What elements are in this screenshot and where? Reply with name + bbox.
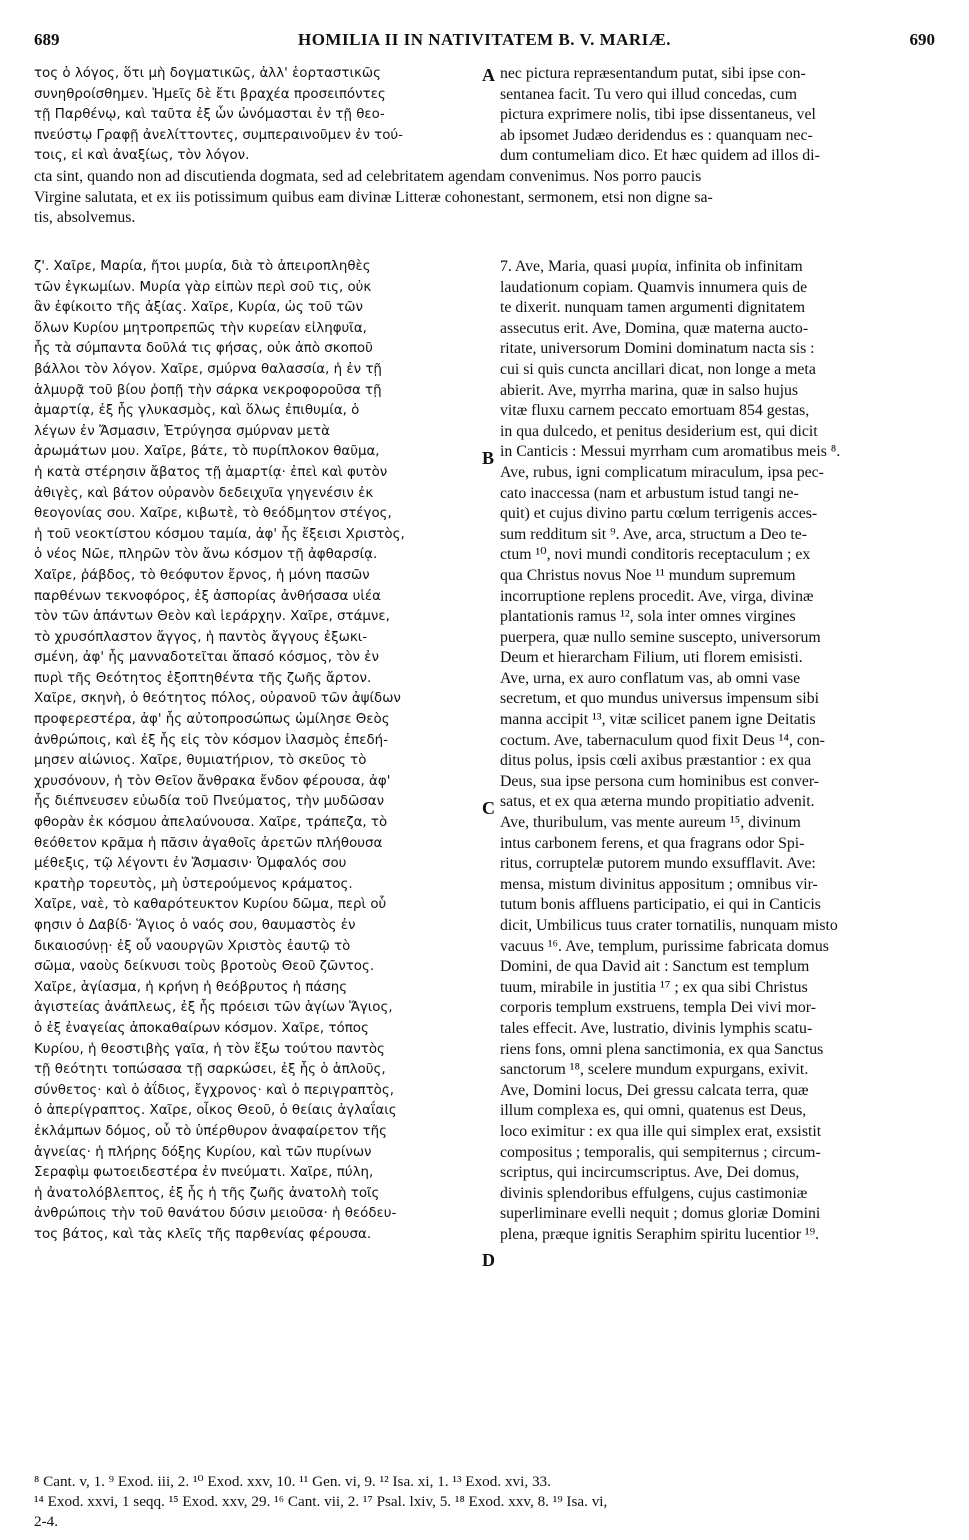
greek-line: ἧς διέπνευσεν εὐωδία τοῦ Πνεύματος, τὴν μυδῶσαν xyxy=(34,794,385,810)
latin-line: quit) et cujus divino partu cœlum terrigenis acces- xyxy=(500,505,818,523)
latin-line: ritate, universorum Domini dominatum nacta sis : xyxy=(500,340,815,358)
greek-line: παρθένων τεκνοφόρος, ἐξ ἀσπορίας ἀνθήσασα υἱέα xyxy=(34,588,381,604)
latin-line: sentanea facit. Tu vero qui illud concedas, cum xyxy=(500,85,797,103)
latin-line: mensa, mistum divinitus appositum ; omnibus vir- xyxy=(500,875,818,893)
latin-line: divinis splendoribus effulgens, cujus castimoniæ xyxy=(500,1184,808,1202)
text-line: Virgine salutata, et ex iis potissimum quibus eam divinæ Litteræ cohonestant, sermonem, etsi non digne sa- xyxy=(34,188,713,206)
latin-line: dicit, Umbilicus tuus crater tornatilis, nunquam misto xyxy=(500,917,838,934)
latin-line: ritus, corruptelæ putorem mundo exsufflavit. Ave: xyxy=(500,855,816,873)
greek-line: φθορὰν ἐκ κόσμου ἀπελαύνουσα. Χαῖρε, τράπεζα, τὸ xyxy=(34,815,388,831)
greek-line: ἀνθρώποις, καὶ ἐξ ἧς εἰς τὸν κόσμον ἱλασμὸς ἐπεδή- xyxy=(34,732,388,748)
latin-line: plena, præque ignitis Seraphim spiritu lucentior ¹⁹. xyxy=(500,1225,820,1243)
greek-column-main xyxy=(34,257,482,1246)
latin-line: riens fons, omni plena sanctimonia, ex qua Sanctus xyxy=(500,1040,824,1058)
greek-line: δικαιοσύνῃ· ἐξ οὗ ναουργῶν Χριστὸς ἑαυτῷ τὸ xyxy=(34,938,351,954)
running-title: HOMILIA II IN NATIVITATEM B. V. MARIÆ. xyxy=(297,30,672,49)
greek-line: ὁ ἐξ ἐναγείας ἀποκαθαίρων κόσμον. Χαῖρε, τόπος xyxy=(34,1020,369,1036)
greek-line: ἡ τοῦ νεοκτίστου κόσμου ταμία, ἀφ' ἧς ἔξεισι Χριστὸς, xyxy=(34,526,405,542)
latin-line: in qua dulcedo, et penitus desiderium est, qui dicit xyxy=(500,422,818,440)
latin-line: Ave, thuribulum, vas mente aureum ¹⁵, divinum xyxy=(500,814,801,832)
greek-line: φησιν ὁ Δαβίδ· Ἅγιος ὁ ναός σου, θαυμαστὸς ἐν xyxy=(34,918,356,933)
greek-line: τῶν ἐγκωμίων. Μυρία γὰρ εἰπὼν περὶ σοῦ τις, οὐκ xyxy=(34,279,372,295)
greek-line: Χαῖρε, ἁγίασμα, ἡ κρήνη ἡ θεόβρυτος ἡ πάσης xyxy=(34,979,348,995)
greek-line: ἂν ἐφίκοιτο τῆς ἀξίας. Χαῖρε, Κυρία, ὡς τοῦ τῶν xyxy=(34,300,364,316)
greek-line: τὸ χρυσόπλαστον ἄγγος, ἡ παντὸς ἄγγους ἐξωκι- xyxy=(34,629,368,645)
latin-line: illum complexa es, qui omni, quatenus est Deus, xyxy=(500,1102,807,1120)
text-line: tis, absolvemus. xyxy=(34,209,136,227)
latin-line: tales effecit. Ave, lustratio, divinis lymphis scatu- xyxy=(500,1019,813,1037)
greek-line: ἁγνείας· ἡ πλήρης δόξης Κυρίου, καὶ τῶν πυρίνων xyxy=(34,1144,372,1160)
latin-line: plantationis ramus ¹², sola inter omnes virgines xyxy=(500,608,796,626)
greek-line: συνηθροίσθημεν. Ἡμεῖς δὲ ἔτι βραχέα προσειπόντες xyxy=(34,86,386,102)
full-width-paragraph xyxy=(34,167,936,229)
greek-line: ἁλμυρᾷ τοῦ βίου ῥοπῇ τὴν σάρκα νεκροφοροῦσα τῇ xyxy=(34,382,382,398)
greek-line: θεόθετον κρᾶμα ἡ πᾶσιν ἀγαθοῖς ἀρετῶν πλήθουσα xyxy=(34,835,383,851)
latin-line: incorruptione replens procedit. Ave, virga, divinæ xyxy=(500,587,814,605)
latin-line: assecutus erit. Ave, Domina, quæ materna aucto- xyxy=(500,319,809,337)
latin-line: Deum et hierarcham Filium, uti florem emisisti. xyxy=(500,649,803,667)
margin-marker-d: D xyxy=(482,1250,495,1270)
greek-line: τος βάτος, καὶ τὰς κλεῖς τῆς παρθενίας φέρουσα. xyxy=(34,1226,372,1242)
latin-line: cui si quis cuncta ancillari dicat, non longe a meta xyxy=(500,360,816,378)
greek-line: ἡ ἀνατολόβλεπτος, ἐξ ἧς ἡ τῆς ζωῆς ἀνατολὴ τοῖς xyxy=(34,1185,380,1201)
greek-line: σῶμα, ναοὺς δείκνυσι τοὺς βροτοὺς Θεοῦ ζῶντος. xyxy=(34,959,375,975)
footnotes xyxy=(34,1472,936,1532)
greek-line: ἧς τὰ σύμπαντα δοῦλά τις φήσας, οὐκ ἀπὸ σκοποῦ xyxy=(34,341,373,357)
greek-line: τῇ θεότητι τοπώσασα τῇ σαρκώσει, ἐξ ἧς ὁ ἁπλοῦς, xyxy=(34,1062,386,1078)
greek-line: ἀρωμάτων μου. Χαῖρε, βάτε, τὸ πυρίπλοκον θαῦμα, xyxy=(34,444,380,460)
margin-marker-a: A xyxy=(482,65,495,85)
greek-line: θεογονίας σου. Χαῖρε, κιβωτὲ, τὸ θεόδμητον στέγος, xyxy=(34,506,392,522)
latin-line: manna accipit ¹³, vitæ scilicet panem igne Deitatis xyxy=(500,711,816,729)
page-number-right: 690 xyxy=(909,30,935,49)
greek-line: ἀνθρώποις τὴν τοῦ θανάτου δύσιν μειοῦσα· ἡ θεόδευ- xyxy=(34,1206,397,1222)
greek-line: Χαῖρε, ῥάβδος, τὸ θεόφυτον ἔρνος, ἡ μόνη πασῶν xyxy=(34,567,370,583)
latin-line: sanctorum ¹⁸, scelere mundum expurgans, exivit. xyxy=(500,1061,809,1079)
latin-line: in Canticis : Messui myrrham cum aromatibus meis ⁸. xyxy=(500,443,841,461)
greek-line: κρατὴρ τορευτὸς, μὴ ὑστερούμενος κράματος. xyxy=(34,876,353,892)
latin-line: ctum ¹⁰, novi mundi conditoris receptaculum ; ex xyxy=(500,546,811,564)
greek-line: ἀθιγὲς, καὶ βάτον οὐρανὸν δεδειχυῖα γηγενέσιν ἐκ xyxy=(34,485,374,501)
greek-line: τὸν τῶν ἁπάντων Θεὸν καὶ ἱεράρχην. Χαῖρε, στάμνε, xyxy=(34,609,390,625)
greek-line: προφερεστέρα, ἀφ' ἧς αὐτοπροσώπως ὡμίλησε Θεὸς xyxy=(34,712,390,728)
latin-line: tutum bonis affluens participatio, ei qui in Canticis xyxy=(500,896,821,914)
greek-column-top xyxy=(34,64,482,167)
footnote-line: ¹⁴ Exod. xxvi, 1 seqq. ¹⁵ Exod. xxv, 29. ¹⁶ Cant. vii, 2. ¹⁷ Psal. lxiv, 5. ¹⁸ Exod. xxv, 8. ¹⁹ Isa. vi, xyxy=(34,1493,608,1510)
greek-line: πνεύστῳ Γραφῇ ἀνελίττοντες, συμπεραινοῦμεν ἐν τού- xyxy=(34,127,404,143)
latin-line: vacuus ¹⁶. Ave, templum, purissime fabricata domus xyxy=(500,937,829,955)
latin-line: laudationum copiam. Quamvis innumera quis de xyxy=(500,278,808,296)
latin-line: te dixerit. nunquam tamen argumenti dignitatem xyxy=(500,299,806,317)
latin-line: intus carbonem ferens, et qua fragrans odor Spi- xyxy=(500,834,805,852)
latin-line: pictura exprimere nolis, tibi ipse dissentaneus, vel xyxy=(500,106,816,124)
greek-line: μέθεξις, τῷ λέγοντι ἐν Ἄσμασιν· Ὀμφαλός σου xyxy=(34,856,347,872)
latin-line: Ave, urna, ex auro conflatum vas, ab omni vase xyxy=(500,669,801,687)
greek-line: τος ὁ λόγος, ὅτι μὴ δογματικῶς, ἀλλ' ἑορταστικῶς xyxy=(34,66,381,81)
latin-line: qua Christus novus Noe ¹¹ mundum supremum xyxy=(500,566,796,584)
latin-line: puerpera, quæ nullo semine suscepto, universorum xyxy=(500,628,821,646)
latin-line: Domini, de qua David ait : Sanctum est templum xyxy=(500,958,810,976)
latin-line: Deus, sua ipse persona cum hominibus est conver- xyxy=(500,772,820,790)
latin-line: ditus polus, ipsis cœli axibus præstantior : ex qua xyxy=(500,752,812,770)
latin-line: ab ipsomet Judæo deridendus es : quanquam nec- xyxy=(500,126,813,144)
greek-line: ἁγιστείας ἀνάπλεως, ἐξ ἧς πρόεισι τῶν ἁγίων Ἅγιος, xyxy=(34,1000,393,1016)
greek-line: ζ'. Χαῖρε, Μαρία, ἤτοι μυρία, διὰ τὸ ἀπειροπληθὲς xyxy=(34,259,371,274)
greek-line: λέγων ἐν Ἄσμασιν, Ἐτρύγησα σμύρναν μετὰ xyxy=(34,423,330,439)
latin-line: Ave, Domini locus, Dei gressu calcata terra, quæ xyxy=(500,1081,809,1099)
latin-line: nec pictura repræsentandum putat, sibi ipse con- xyxy=(500,65,806,82)
latin-line: superliminare evelli nequit ; domus gloriæ Domini xyxy=(500,1205,821,1223)
greek-line: ἐκλάμπων δόμος, οὗ τὸ ὑπέρθυρον ἀναφαίρετον τῆς xyxy=(34,1123,387,1139)
greek-line: πυρὶ τῆς Θεότητος ἐξοπτηθέντα τῆς ζωῆς ἄρτον. xyxy=(34,670,372,686)
footnote-line: ⁸ Cant. v, 1. ⁹ Exod. iii, 2. ¹⁰ Exod. xxv, 10. ¹¹ Gen. vi, 9. ¹² Isa. xi, 1. ¹³ Exod. xvi, 33. xyxy=(34,1473,551,1490)
greek-line: τῇ Παρθένῳ, καὶ ταῦτα ἐξ ὧν ὠνόμασται ἐν τῇ θεο- xyxy=(34,107,385,123)
footnote-line: 2-4. xyxy=(34,1513,59,1530)
latin-line: compositus ; temporalis, qui sempiternus ; circum- xyxy=(500,1143,821,1161)
latin-line: secretum, et quo mundus universus impensum sibi xyxy=(500,690,819,708)
latin-line: scriptus, qui incircumscriptus. Ave, Dei domus, xyxy=(500,1164,800,1182)
greek-line: ὁ ἀπερίγραπτος. Χαῖρε, οἶκος Θεοῦ, ὁ θείαις ἀγλαΐαις xyxy=(34,1103,397,1119)
greek-line: βάλλοι τὸν λόγον. Χαῖρε, σμύρνα θαλασσία, ἡ ἐν τῇ xyxy=(34,361,382,377)
greek-line: Κυρίου, ἡ θεοστιβὴς γαῖα, ἡ τὸν ἔξω τούτου παντὸς xyxy=(34,1041,385,1057)
latin-line: tuum, mirabile in justitia ¹⁷ ; ex qua sibi Christus xyxy=(500,978,808,996)
latin-line: cato inaccessa (nam et arbustum istud tangi ne- xyxy=(500,484,799,502)
greek-line: σύνθετος· καὶ ὁ ἀΐδιος, ἔγχρονος· καὶ ὁ περιγραπτὸς, xyxy=(34,1082,394,1098)
greek-line: ἡ κατὰ στέρησιν ἄβατος τῇ ἁμαρτίᾳ· ἐπεὶ καὶ φυτὸν xyxy=(34,464,388,480)
greek-line: Σεραφὶμ φωτοειδεστέρα ἐν πνεύματι. Χαῖρε, πύλη, xyxy=(34,1165,374,1181)
margin-marker-b: B xyxy=(482,448,495,468)
page-number-left: 689 xyxy=(34,30,60,49)
greek-line: ἁμαρτίᾳ, ἐξ ἧς γλυκασμὸς, καὶ ὅλως ἐπιθυμία, ὁ xyxy=(34,403,360,419)
greek-line: ὅλων Κυρίου μητροπρεπῶς τὴν κυρείαν εἰληφυῖα, xyxy=(34,320,367,336)
latin-column-top xyxy=(500,64,936,167)
page-header xyxy=(34,30,935,54)
latin-line: satus, et ex qua æterna mundo propitiatio advenit. xyxy=(500,793,815,811)
latin-line: coctum. Ave, tabernaculum quod fixit Deus ¹⁴, con- xyxy=(500,731,825,749)
latin-line: vitæ fluxu carnem peccato emortuam 854 gestas, xyxy=(500,402,810,420)
greek-line: σμένη, ἀφ' ἧς μανναδοτεῖται ἅπασό κόσμος, τὸν ἐν xyxy=(34,650,379,666)
greek-line: Χαῖρε, σκηνὴ, ὁ θεότητος πόλος, οὐρανοῦ τῶν ἀψίδων xyxy=(34,691,401,707)
greek-line: ὁ νέος Νῶε, πληρῶν τὸν ἄνω κόσμον τῇ ἀφθαρσίᾳ. xyxy=(34,547,378,563)
latin-line: loco eximitur : ex qua ille qui simplex erat, exsistit xyxy=(500,1122,822,1140)
latin-line: sum redditum sit ⁹. Ave, arca, structum a Deo te- xyxy=(500,525,808,543)
latin-line: dum contumeliam dico. Et hæc quidem ad illos di- xyxy=(500,147,820,165)
latin-line: Ave, rubus, igni complicatum miraculum, ipsa pec- xyxy=(500,463,824,481)
latin-line: 7. Ave, Maria, quasi μυρία, infinita ob infinitam xyxy=(500,258,803,275)
text-line: cta sint, quando non ad discutienda dogmata, sed ad celebritatem agendam convenimus. Nos porro paucis xyxy=(34,168,702,185)
greek-line: μησεν αἰώνιος. Χαῖρε, θυμιατήριον, τὸ σκεῦος τὸ xyxy=(34,753,367,769)
greek-line: τοις, εἰ καὶ ἀναξίως, τὸν λόγον. xyxy=(34,148,250,164)
greek-line: Χαῖρε, ναὲ, τὸ καθαρότευκτον Κυρίου δῶμα, περὶ οὗ xyxy=(34,897,387,913)
margin-marker-c: C xyxy=(482,798,495,818)
latin-column-main xyxy=(500,257,936,1246)
greek-line: χρυσόνουν, ἡ τὸν Θεῖον ἄνθρακα ἔνδον φέρουσα, ἀφ' xyxy=(34,773,391,789)
latin-line: corporis templum exstruens, templa Dei vivi mor- xyxy=(500,999,816,1017)
latin-line: abierit. Ave, myrrha marina, quæ in salso hujus xyxy=(500,381,799,399)
